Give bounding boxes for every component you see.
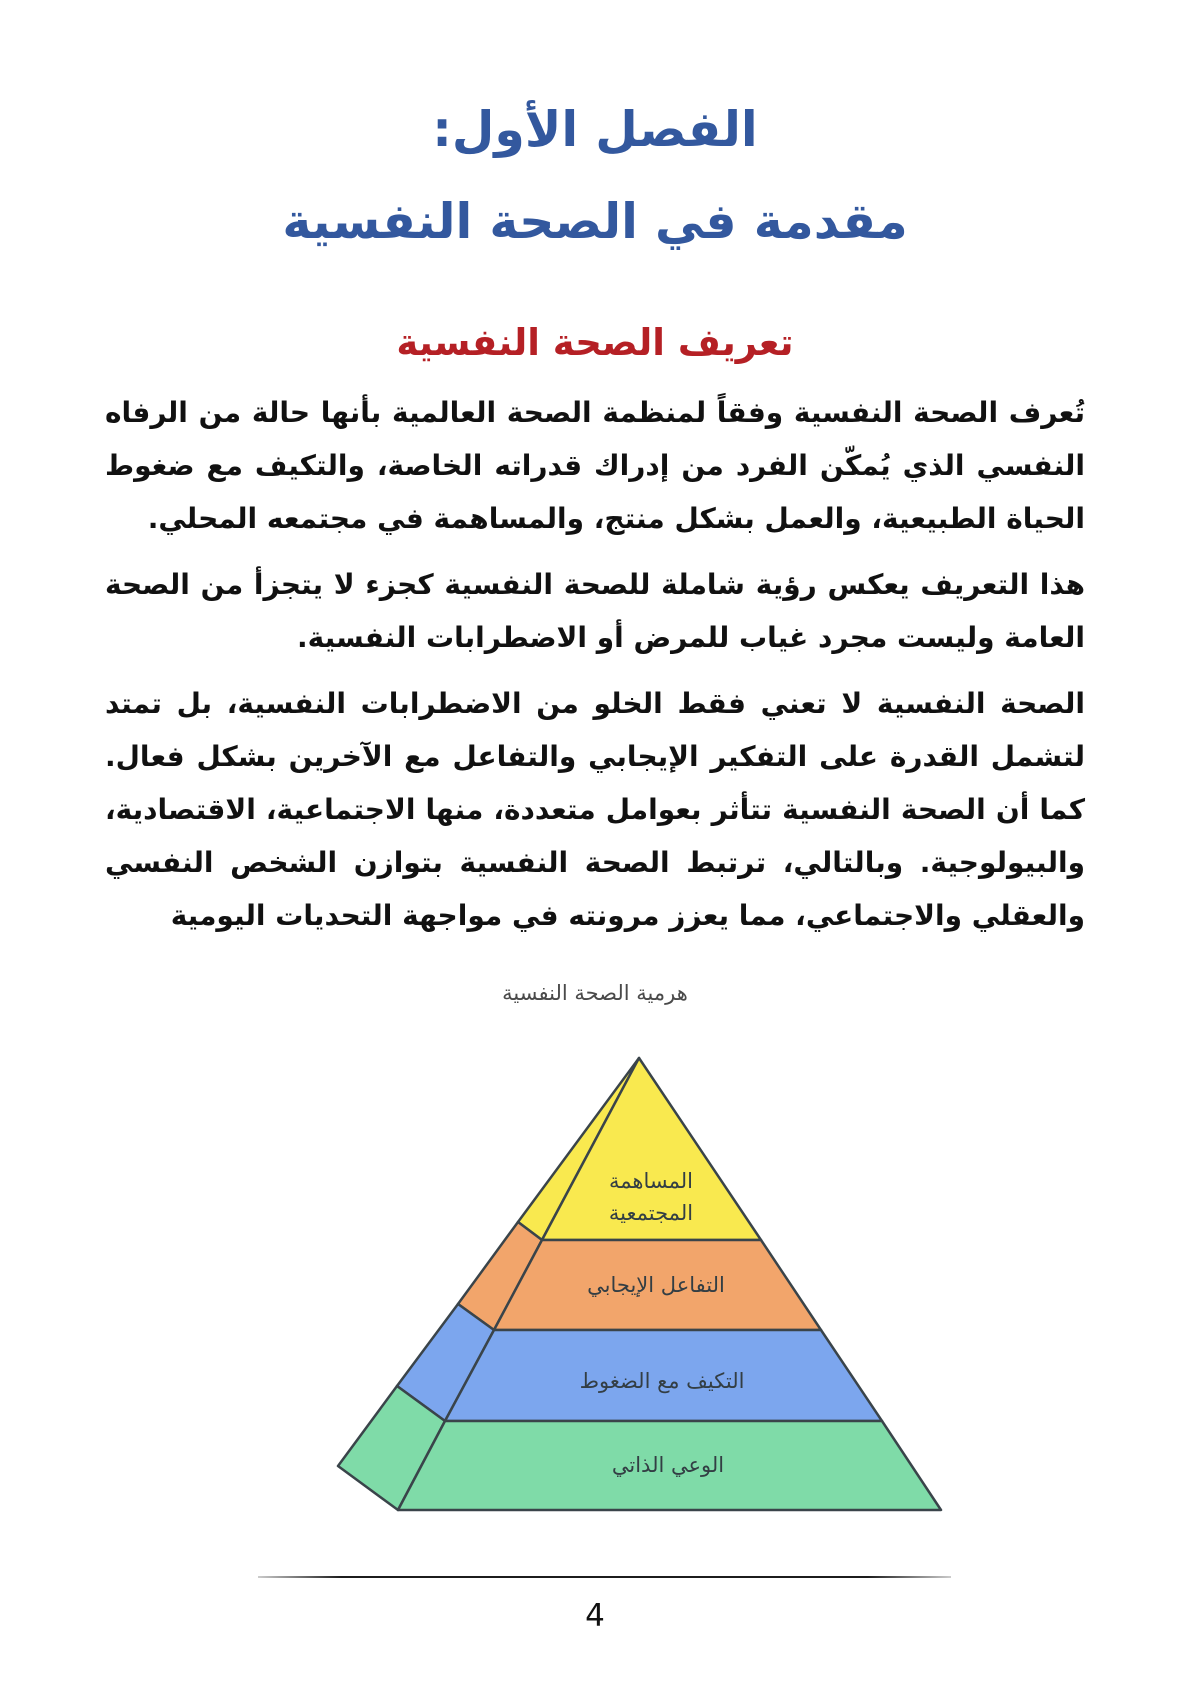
paragraph-definition: تُعرف الصحة النفسية وفقاً لمنظمة الصحة العالمية بأنها حالة من الرفاه النفسي الذي يُمكّن الفرد من إدراك قدراته الخاصة، والتكيف مع ضغوط الحياة الطبيعية، والعمل بشكل منتج، والمساهمة في مجتمعه المحلي. — [105, 396, 1085, 535]
body-text — [105, 386, 1085, 955]
mental-health-pyramid — [300, 1040, 960, 1525]
pyramid-level-4-label: الوعي الذاتي — [611, 1453, 725, 1477]
pyramid-level-1-label-line1: المساهمة — [609, 1169, 693, 1193]
chapter-title — [0, 84, 1190, 268]
pyramid-level-1-label-line2: المجتمعية — [608, 1201, 694, 1225]
pyramid-figure-caption: هرمية الصحة النفسية — [502, 981, 688, 1005]
pyramid-level-3-label: التكيف مع الضغوط — [579, 1369, 745, 1393]
footer-divider — [258, 1576, 951, 1578]
pyramid-level-2-label: التفاعل الإيجابي — [587, 1273, 725, 1297]
paragraph-interpretation: هذا التعريف يعكس رؤية شاملة للصحة النفسية كجزء لا يتجزأ من الصحة العامة وليست مجرد غياب للمرض أو الاضطرابات النفسية. — [105, 568, 1085, 654]
chapter-title-line1: الفصل الأول: — [432, 101, 758, 158]
section-heading: تعريف الصحة النفسية — [396, 321, 794, 364]
mental-health-pyramid-figure — [300, 1040, 960, 1525]
page-number: 4 — [585, 1598, 605, 1634]
paragraph-factors: الصحة النفسية لا تعني فقط الخلو من الاضطرابات النفسية، بل تمتد لتشمل القدرة على التفكير الإيجابي والتفاعل مع الآخرين بشكل فعال. كما أن الصحة النفسية تتأثر بعوامل متعددة، منها الاجتماعية، الاقتصادية، والبيولوجية. وبالتالي، ترتبط الصحة النفسية بتوازن الشخص النفسي والعقلي والاجتماعي، مما يعزز مرونته في مواجهة التحديات اليومية — [105, 687, 1085, 932]
chapter-title-line2: مقدمة في الصحة النفسية — [282, 193, 908, 250]
